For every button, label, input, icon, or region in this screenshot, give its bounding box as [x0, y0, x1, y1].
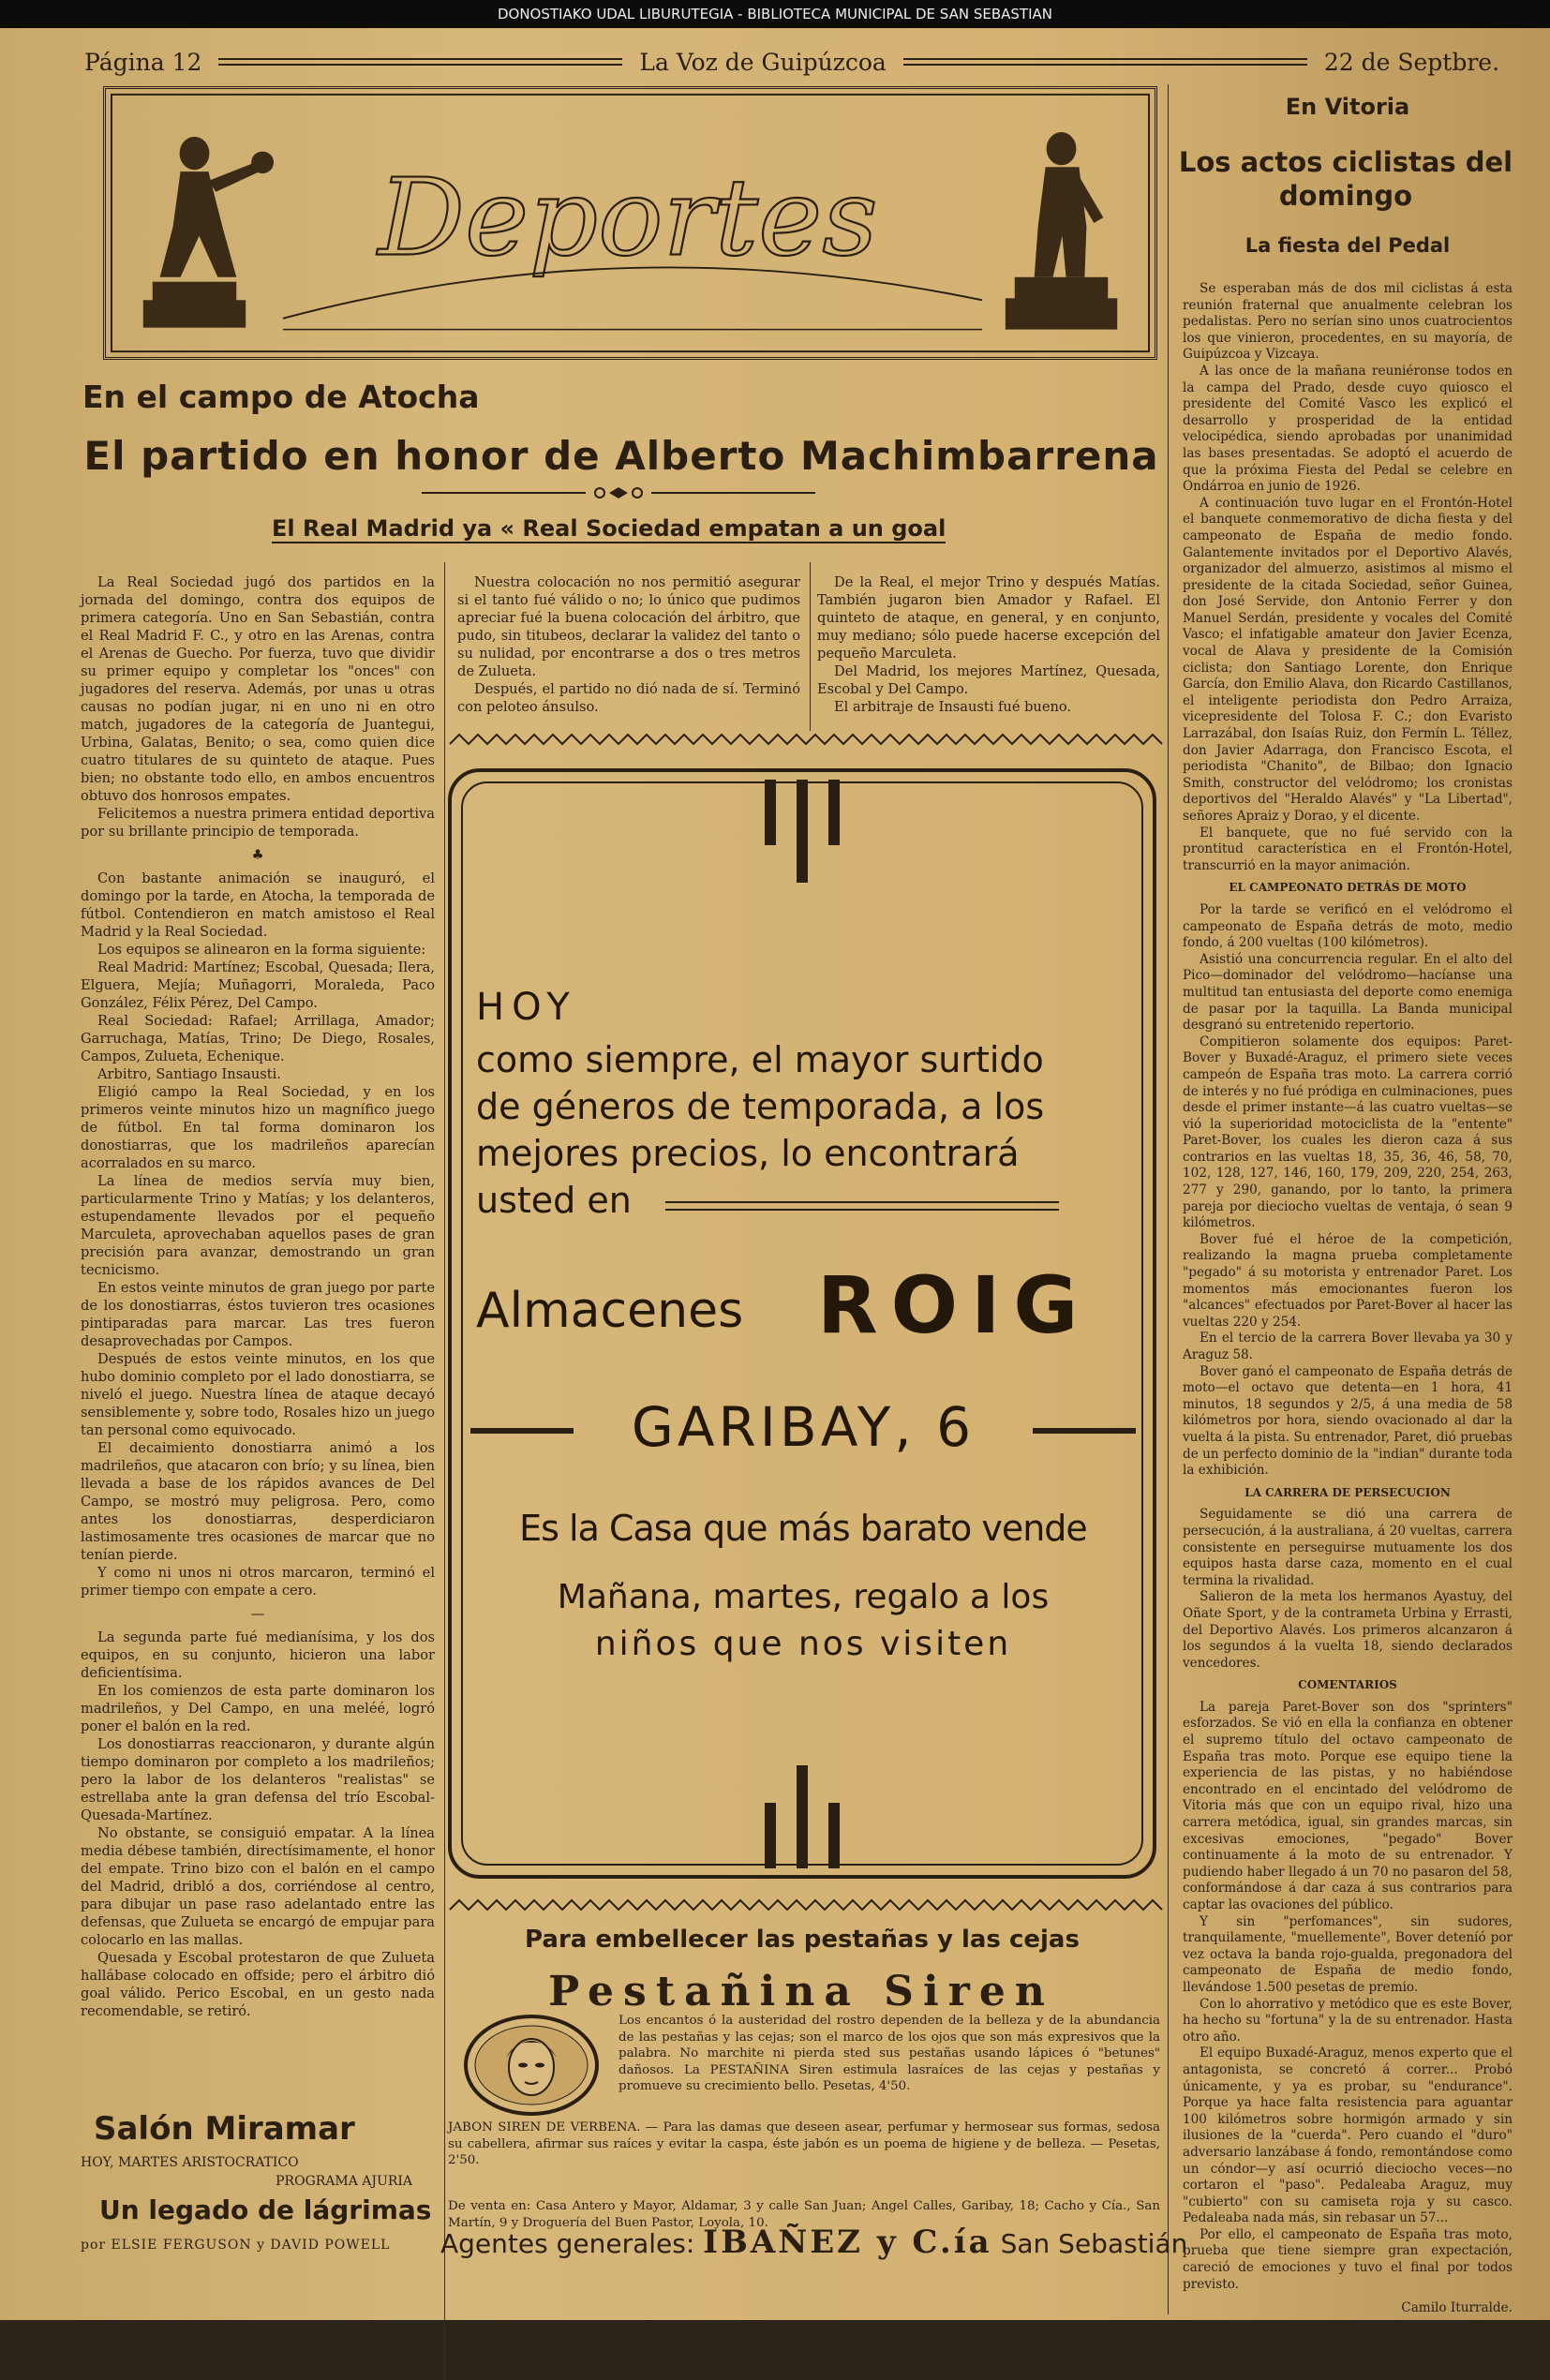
ad-hoy: HOY — [476, 986, 577, 1029]
siren-soap-text: JABON SIREN DE VERBENA. — Para las damas que deseen asear, perfumar y hermosear sus formas, sedosa su cabellera, afirmar sus raíces y evitar la caspa, éste jabón es un poema de higiene y de belleza. — Pesetas, 2'50. — [448, 2120, 1160, 2167]
roig-advertisement — [448, 768, 1156, 1879]
paragraph: De la Real, el mejor Trino y después Matías. También jugaron bien Amador y Rafael. El quinteto de ataque, en general, y en conjunto, muy mediano; sólo puede hacerse excepción del pequeño Marculeta. — [817, 574, 1160, 662]
ad-dash — [470, 1428, 574, 1434]
article-column-2 — [457, 573, 800, 723]
paragraph: Real Madrid: Martínez; Escobal, Quesada; Ilera, Elguera, Mejía; Muñagorri, Moraleda, Paco González, Félix Pérez, Del Campo. — [81, 959, 435, 1011]
paragraph: La segunda parte fué medianísima, y los dos equipos, en su conjunto, hicieron una labor deficientísima. — [81, 1629, 435, 1681]
paragraph: Los equipos se alinearon en la forma siguiente: — [97, 942, 426, 958]
siren-sales-text: De venta en: Casa Antero y Mayor, Aldamar, 3 y calle San Juan; Angel Calles, Garibay, 18; Cacho y Cía., San Martín, 9 y Droguería del Buen Pastor, Loyola, 10. — [448, 2199, 1160, 2230]
siren-brand: Pestañina Siren — [548, 1968, 1054, 2016]
paragraph: Bover ganó el campeonato de España detrás de moto—el octavo que detenta—en 1 hora, 41 minutos, 18 segundos y 2/5, á una media de 58 kilómetros por hora, siendo ovacionado al dar la vuelta á la pista. Su entrenador, Paret, dió pruebas de un perfecto dominio de la "indian" durante toda la exhibición. — [1183, 1363, 1513, 1479]
ornament-bars-icon — [752, 780, 855, 892]
decorative-border — [450, 1898, 1162, 1911]
paragraph: Por la tarde se verificó en el velódromo el campeonato de España detrás de moto, medio fondo, á 200 vueltas (100 kilómetros). — [1183, 901, 1513, 951]
siren-ad-title: Para embellecer las pestañas y las cejas — [525, 1926, 1080, 1954]
article-column-3 — [817, 573, 1160, 723]
paragraph: Nuestra colocación no nos permitió asegurar si el tanto fué válido o no; lo único que pudimos apreciar fué la buena colocación del árbitro, que pudo, sin titubeos, declarar la validez del tanto o su nulidad, por encontrarse a dos o tres metros de Zulueta. — [457, 574, 800, 679]
ad-line: de géneros de temporada, a los — [476, 1086, 1045, 1127]
folio-rule — [903, 58, 1307, 66]
sports-masthead — [103, 86, 1157, 360]
section-separator: ♣ — [251, 847, 264, 863]
paragraph: La pareja Paret-Bover son dos "sprinters" esforzados. Se vió en ella la confianza en obtener el supremo título del octavo campeonato de España tras moto. Porque ese equipo tiene la experiencia de las pistas, y no habiéndose encontrado en el encintado del velódromo de Vitoria más que con un equipo rival, hizo una carrera metódica, igual, sin grandes marcas, sin excesivas emociones, "pegado" Bover continuamente á la moto de su entrenador. Y pudiendo haber llegado á un 70 no pasaron del 58, conformándose á dar caza á sus contrarios para captar las ovaciones del público. — [1183, 1699, 1513, 1912]
archive-banner: DONOSTIAKO UDAL LIBURUTEGIA - BIBLIOTECA MUNICIPAL DE SAN SEBASTIAN — [0, 0, 1550, 28]
article-kicker: En el campo de Atocha — [82, 379, 480, 415]
agents-city: San Sebastián — [1000, 2228, 1188, 2259]
article-column-1 — [81, 573, 435, 2373]
author-signature: Camilo Iturralde. — [1401, 2300, 1513, 2316]
paragraph: Después, el partido no dió nada de sí. Terminó con peloteo ánsulso. — [457, 681, 800, 715]
agents-name: IBAÑEZ y C.ía — [703, 2224, 992, 2261]
paragraph: El banquete, que no fué servido con la prontitud característica en el Frontón-Hotel, transcurrió en la mayor animación. — [1183, 825, 1513, 873]
headline-ornament — [422, 483, 815, 502]
ad-promo: niños que nos visiten — [594, 1625, 1012, 1663]
ad-line: usted en — [476, 1180, 632, 1221]
paragraph: La Real Sociedad jugó dos partidos en la jornada del domingo, contra dos equipos de primera categoría. Uno en San Sebastián, contra el Real Madrid F. C., y otro en las Arenas, contra el Arenas de Guecho. Por fuerza, tuvo que dividir su primer equipo y completar los "onces" con jugadores del reserva. Además, por unas u otras causas no podían jugar, ni en uno ni en otro match, jugadores de la categoría de Juantegui, Urbina, Galatas, Benito; o sea, como quien dice cuatro titulares de su quinteto de ataque. Pues bien; no obstante todo ello, en ambos encuentros obtuvo dos honrosos empates. — [81, 574, 435, 804]
paragraph: No obstante, se consiguió empatar. A la línea media débese también, directísimamente, el honor del empate. Trino bizo con el balón en el campo del Madrid, dribló a dos, corriéndose al centro, para dibujar un pase raso adelantado entre las defensas, que Zulueta se encargó de empujar para colocarlo en las mallas. — [81, 1825, 435, 1948]
paragraph: Con lo ahorrativo y metódico que es este Bover, ha hecho su "fortuna" y la de su entrenador. Hasta otro año. — [1183, 1996, 1513, 2045]
ad-roig-name: ROIG — [817, 1259, 1092, 1351]
paragraph: Asistió una concurrencia regular. En el alto del Pico—dominador del velódromo—hacíanse una multitud tan entusiasta del deporte como enemiga de pasar por la taquilla. La Banda municipal desgranó su entretenido repertorio. — [1183, 951, 1513, 1034]
vitoria-subhead: La fiesta del Pedal — [1244, 234, 1451, 257]
paragraph: Compitieron solamente dos equipos: Paret-Bover y Buxadé-Araguz, el primero siete veces campeón de España tras moto. La carrera corrió de interés y no fué pródiga en culminaciones, pues desde el primer instante—á las cuatro vueltas—se vió la superioridad motociclista de la "entente" Paret-Bover, los cuales les dieron caza á sus contrarios en las vueltas 18, 35, 36, 46, 58, 70, 102, 128, 127, 146, 160, 179, 209, 220, 254, 263, 277 y 290, ganando, por lo tanto, la primera pareja por dieciocho vueltas de ventaja, ó sean 9 kilómetros. — [1183, 1034, 1513, 1231]
section-heading: EL CAMPEONATO DETRÁS DE MOTO — [1229, 881, 1467, 895]
folio-rule — [218, 58, 622, 66]
miramar-program-line: HOY, MARTES ARISTOCRATICO — [81, 2155, 299, 2170]
paragraph: Quesada y Escobal protestaron de que Zulueta hallábase colocado en offside; pero el árbitro dió goal válido. Perico Escobal, en un gesto nada recomendable, se retiró. — [81, 1950, 435, 2019]
paragraph: Eligió campo la Real Sociedad, y en los primeros veinte minutos hizo un magnífico juego de fútbol. En tal forma dominaron los donostiarras, que los madrileños aparecían acorralados en su marco. — [81, 1084, 435, 1171]
athlete-statue-icon — [1006, 132, 1117, 330]
masthead-illustration — [106, 89, 1155, 357]
ad-slogan: Es la Casa que más barato vende — [519, 1508, 1087, 1549]
ornament-bars-icon — [752, 1756, 855, 1868]
column-rule — [1168, 84, 1169, 2314]
ad-line: mejores precios, lo encontrará — [476, 1133, 1020, 1174]
paragraph: Por ello, el campeonato de España tras moto, prueba que tiene siempre gran expectación, careció de emociones y tuvo el final por todos previsto. — [1183, 2226, 1513, 2292]
ad-address: GARIBAY, 6 — [631, 1395, 976, 1459]
paragraph: Salieron de la meta los hermanos Ayastuy, del Oñate Sport, y de la contrameta Urbina y Errasti, del Deportivo Alavés. Los primeros alcanzaron á los segundos á la vuelta 18, siendo declarados vencedores. — [1183, 1589, 1513, 1671]
decorative-border — [450, 733, 1162, 746]
paragraph: Y como ni unos ni otros marcaron, terminó el primer tiempo con empate a cero. — [81, 1565, 435, 1599]
miramar-film-title: Un legado de lágrimas — [99, 2194, 432, 2225]
paragraph: Los donostiarras reaccionaron, y durante algún tiempo dominaron por completo a los madrileños; pero la labor de los delanteros "realistas" se estrellaba ante la gran defensa del trío Escobal-Quesada-Martínez. — [81, 1736, 435, 1823]
folio-line — [84, 43, 1499, 81]
paragraph: En los comienzos de esta parte dominaron los madrileños, y Del Campo, en una meléé, logró poner el balón en la red. — [81, 1683, 435, 1734]
paragraph: El decaimiento donostiarra animó a los madrileños, que atacaron con brío; y su línea, bien llevada a base de los rápidos avances de Del Campo, se mostró muy peligrosa. Pero, como antes los donostiarras, desperdiciaron lastimosamente tres ocasiones de marcar que no tenían pierde. — [81, 1440, 435, 1563]
section-heading: LA CARRERA DE PERSECUCION — [1244, 1485, 1451, 1499]
article-subhead: El Real Madrid ya « Real Sociedad empatan a un goal — [272, 515, 946, 542]
miramar-credit: por ELSIE FERGUSON y DAVID POWELL — [81, 2238, 391, 2253]
vitoria-kicker: En Vitoria — [1285, 94, 1410, 120]
article-headline: El partido en honor de Alberto Machimbarrena — [83, 433, 1159, 479]
page-number: Página 12 — [84, 48, 202, 76]
paragraph: Arbitro, Santiago Insausti. — [97, 1066, 281, 1082]
discus-thrower-icon — [143, 137, 274, 328]
ad-dash — [1033, 1428, 1136, 1434]
column-rule — [810, 562, 811, 731]
paragraph: A las once de la mañana reuniéronse todos en la campa del Prado, desde cuyo quiosco el presidente del Comité Vasco les explicó el desarrollo y prosperidad de la entidad velocipédica, siendo aprobadas por unanimidad las bases presentadas. Se adoptó el acuerdo de que la próxima Fiesta del Pedal se celebre en Ondárroa en junio de 1926. — [1183, 363, 1513, 495]
miramar-title: Salón Miramar — [94, 2110, 355, 2148]
siren-body-text: Los encantos ó la austeridad del rostro dependen de la belleza y de la abundancia de las pestañas y las cejas; son el marco de los ojos que son más expresivos que la palabra. No marchite ni pierda sted sus pestañas usando lápices ó "betunes" dañosos. La PESTAÑINA Siren estimula lasraíces de las cejas y pestañas y promueve su crecimiento bello. Pesetas, 4'50. — [619, 2014, 1160, 2093]
paragraph: Con bastante animación se inauguró, el domingo por la tarde, en Atocha, la temporada de fútbol. Contendieron en match amistoso el Real Madrid y la Real Sociedad. — [81, 870, 435, 940]
paragraph: Y sin "perfomances", sin sudores, tranquilamente, "muellemente", Bover deteníó por vez octava la banda rojo-gualda, pregonadora del campeonato de España de medio fondo, llevándose 1.500 pesetas de premio. — [1183, 1913, 1513, 1995]
siren-agents — [440, 2224, 1188, 2261]
column-rule — [444, 562, 445, 2380]
vitoria-column — [1183, 281, 1513, 2316]
paragraph: En el tercio de la carrera Bover llevaba ya 30 y Araguz 58. — [1183, 1331, 1513, 1362]
section-heading: COMENTARIOS — [1298, 1678, 1397, 1692]
ad-promo: Mañana, martes, regalo a los — [557, 1578, 1050, 1616]
paragraph: A continuación tuvo lugar en el Frontón-Hotel el banquete conmemorativo de dicha fiesta y del campeonato de España de medio fondo. Galantemente invitados por el Deportivo Alavés, organizador del almuerzo, asistimos al mismo el presidente de la citada Sociedad, señor Guinea, don José Servide, don Antonio Ferrer y don Manuel Serdán, presidente y vocales del Comité Vasco; el infatigable amateur don Javier Ecenza, vocal de Alava y presidente de la Comisión ciclista; don Santiago Lorente, don Enrique García, don Emilio Alava, don Ricardo Castillanos, el inteligente periodista don Pedro Arraiza, vicepresidente del Tolosa F. C.; don Evaristo Larrazábal, don Isaías Ruiz, don Fermín L. Téllez, don Javier Adarraga, don Francisco Escota, el periodista "Chanito", de Bilbao; don Ignacio Smith, constructor del velódromo; los cronistas deportivos del "Heraldo Alavés" y "La Libertad", señores Apraiz y Dorao, y el dicente. — [1183, 495, 1513, 824]
paragraph: Bover fué el héroe de la competición, realizando la magna prueba completamente "pegado" á su motorista y entrenador Paret. Los momentos más emocionantes fueron los "alcances" efectuados por Paret-Bover al hacer las vueltas 220 y 254. — [1183, 1231, 1513, 1330]
paragraph: Del Madrid, los mejores Martínez, Quesada, Escobal y Del Campo. — [817, 663, 1160, 697]
miramar-program-line: PROGRAMA AJURIA — [276, 2174, 412, 2189]
woman-portrait-icon — [461, 2013, 602, 2118]
paragraph: Felicitemos a nuestra primera entidad deportiva por su brillante principio de temporada. — [81, 806, 435, 840]
ad-rule — [665, 1201, 1059, 1211]
ad-almacenes: Almacenes — [476, 1283, 744, 1339]
paragraph: Seguidamente se dió una carrera de persecución, á la australiana, á 20 vueltas, carrera consistente en perseguirse mutuamente los dos equipos hasta darse caza, momento en el cual termina la rivalidad. — [1183, 1507, 1513, 1588]
section-separator: — — [250, 1606, 265, 1622]
vitoria-headline: Los actos ciclistas del domingo — [1178, 146, 1513, 212]
issue-date: 22 de Septbre. — [1323, 48, 1500, 76]
paragraph: En estos veinte minutos de gran juego por parte de los donostiarras, éstos tuvieron tres ocasiones pintiparadas para marcar. Las tres fueron desaprovechadas por Campos. — [81, 1280, 435, 1349]
newspaper-name: La Voz de Guipúzcoa — [639, 48, 887, 76]
paragraph: La línea de medios servía muy bien, particularmente Trino y Matías; y los delanteros, estupendamente llevados por el pequeño Marculeta, aprovechaban aquellos pases de gran precisión para avanzar, demostrando un gran tecnicismo. — [81, 1173, 435, 1278]
paragraph: Real Sociedad: Rafael; Arrillaga, Amador; Garruchaga, Matías, Trino; De Diego, Rosales, Campos, Zulueta, Echenique. — [81, 1013, 435, 1064]
agents-label: Agentes generales: — [440, 2228, 695, 2259]
paragraph: El arbitraje de Insausti fué bueno. — [834, 699, 1072, 715]
masthead-title: Deportes — [378, 156, 878, 281]
ad-line: como siempre, el mayor surtido — [476, 1039, 1044, 1080]
paragraph: Se esperaban más de dos mil ciclistas á esta reunión fraternal que anualmente celebran los pedalistas. Pero no serían sino unos cuatrocientos los que vinieron, procedentes, en su mayoría, de Guipúzcoa y Vizcaya. — [1183, 281, 1513, 363]
paragraph: Después de estos veinte minutos, en los que hubo dominio completo por el lado donostiarra, se niveló el juego. Nuestra línea de ataque decayó sensiblemente y, sobre todo, Rosales hizo un juego tan personal como equivocado. — [81, 1351, 435, 1438]
paragraph: El equipo Buxadé-Araguz, menos experto que el antagonista, se concretó á correr... Probó únicamente, y ya es probar, su "endurance". Porque ya hace falta resistencia para aguantar 100 kilómetros sobre hormigón armado y sin ilusiones de la "cuerda". Pero cuando el "duro" adversario lanzábase á fondo, remontándose como un cóndor—y así ocurrió dieciocho veces—no cortaron el "paso". Pedaleaba Araguz, muy "cubierto" con su camiseta roja y su casco. Pedaleaba nada más, sin rebasar un 57... — [1183, 2045, 1513, 2226]
